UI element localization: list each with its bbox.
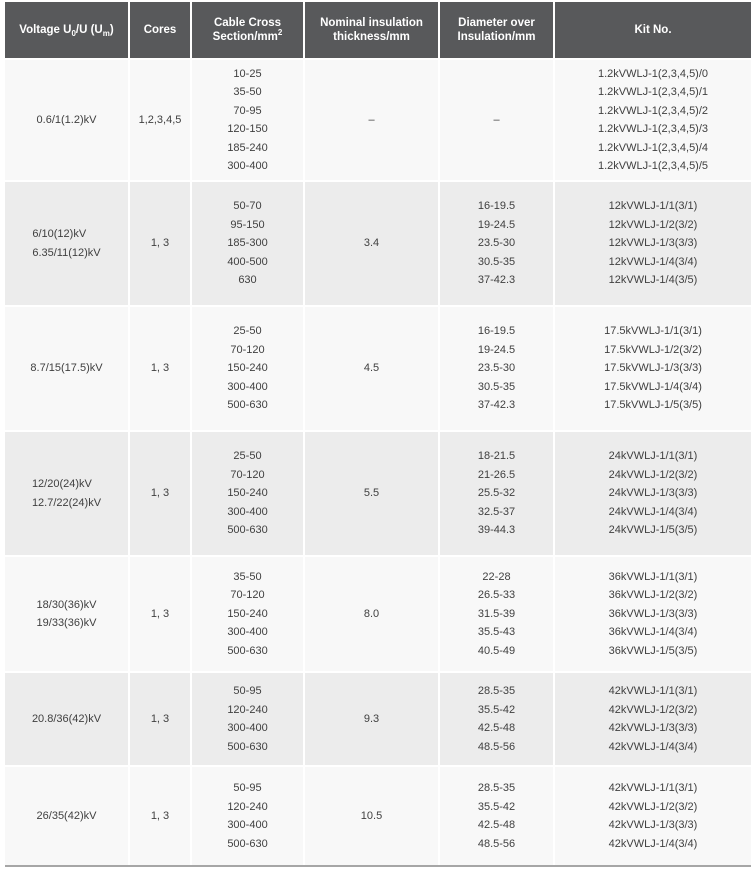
cross-section-cell [192,557,305,671]
cross-section-value: 300-400 [227,626,268,639]
thickness-value: 3.4 [363,237,380,250]
cross-section-value: 300-400 [227,722,268,734]
cross-section-value: 500-630 [227,399,268,412]
table-row [5,671,751,765]
diameter-value: 23.5-30 [477,237,516,250]
cross-section-value: 10-25 [233,67,262,80]
kit-number: 12kVWLJ-1/4(3/4) [608,255,698,268]
kit-number: 1.2kVWLJ-1(2,3,4,5)/4 [597,141,709,154]
cross-section-value: 50-95 [233,685,262,697]
cross-section-value: 500-630 [227,740,268,753]
kit-number: 36kVWLJ-1/2(3/2) [608,589,698,602]
kit-number: 12kVWLJ-1/4(3/5) [608,274,698,287]
kit-no-cell [555,673,751,765]
kit-number: 24kVWLJ-1/5(3/5) [608,524,698,537]
diameter-value: 26.5-33 [477,589,516,602]
header-insulation-thickness [305,2,440,58]
kit-number: 1.2kVWLJ-1(2,3,4,5)/0 [597,67,709,80]
cross-section-value: 35-50 [233,570,262,583]
kit-number: 36kVWLJ-1/5(3/5) [608,644,698,657]
voltage-value: 19/33(36)kV [36,617,97,629]
kit-no-cell [555,60,751,180]
cross-section-cell [192,767,305,865]
diameter-value: 16-19.5 [477,200,516,213]
diameter-value: 30.5-35 [477,255,516,268]
kit-number: 42kVWLJ-1/1(3/1) [608,685,698,697]
diameter-value: – [493,113,500,126]
cross-section-value: 70-95 [233,104,262,117]
voltage-cell [5,60,130,180]
voltage-cell [5,557,130,671]
voltage-value: 18/30(36)kV [36,598,97,611]
voltage-value: 6/10(12)kV [32,228,87,240]
kit-number: 12kVWLJ-1/3(3/3) [608,237,698,250]
cross-section-value: 300-400 [227,160,268,172]
cross-section-value: 150-240 [227,487,268,500]
thickness-value: – [368,113,375,126]
kit-number: 24kVWLJ-1/2(3/2) [608,468,698,481]
cross-section-value: 50-70 [233,200,262,213]
cross-section-value: 300-400 [227,380,268,393]
kit-number: 12kVWLJ-1/1(3/1) [608,200,698,213]
table-row [5,765,751,865]
diameter-value: 19-24.5 [477,218,516,231]
cores-cell [130,182,192,305]
cross-section-value: 70-120 [230,589,265,602]
header-cross-line1: Cable Cross [213,17,282,29]
cross-section-value: 25-50 [233,325,262,338]
thickness-value: 5.5 [363,487,380,500]
diameter-value: 40.5-49 [477,644,516,657]
cores-cell [130,60,192,180]
kit-number: 36kVWLJ-1/1(3/1) [608,570,698,583]
table-row [5,430,751,555]
voltage-value: 12/20(24)kV [31,478,92,490]
kit-number: 17.5kVWLJ-1/5(3/5) [604,399,702,412]
thickness-value: 4.5 [363,362,380,375]
diameter-cell [440,557,555,671]
diameter-cell [440,182,555,305]
cores-cell [130,432,192,555]
cross-section-value: 50-95 [233,782,262,794]
cross-section-value: 120-240 [227,800,268,813]
diameter-value: 42.5-48 [477,819,516,831]
cores-value: 1,2,3,4,5 [138,113,182,126]
cores-cell [130,557,192,671]
diameter-value: 39-44.3 [477,524,516,537]
cross-section-value: 95-150 [230,218,265,231]
header-kit-no [555,2,751,58]
table-row [5,305,751,430]
thickness-value: 10.5 [360,809,383,822]
cross-section-value: 25-50 [233,450,262,463]
voltage-value: 6.35/11(12)kV [32,246,101,259]
thickness-cell [305,307,440,430]
cores-cell [130,307,192,430]
diameter-value: 31.5-39 [477,607,516,620]
kit-no-cell [555,767,751,865]
voltage-cell [5,307,130,430]
diameter-value: 28.5-35 [477,685,516,697]
diameter-value: 19-24.5 [477,343,516,356]
diameter-value: 37-42.3 [477,274,516,287]
diameter-cell [440,60,555,180]
header-thickness-line2: thickness/mm [333,31,410,43]
kit-number: 42kVWLJ-1/3(3/3) [608,819,698,831]
diameter-value: 23.5-30 [477,362,516,375]
kit-number: 42kVWLJ-1/3(3/3) [608,722,698,734]
diameter-cell [440,307,555,430]
voltage-value: 20.8/36(42)kV [31,712,102,725]
header-voltage-label: Voltage $U_0/U$ $(U_m)$ [19,24,114,38]
kit-number: 42kVWLJ-1/4(3/4) [608,837,698,850]
table-body [5,58,751,865]
kit-no-cell [555,307,751,430]
header-voltage [5,2,130,58]
kit-number: 1.2kVWLJ-1(2,3,4,5)/3 [597,123,709,135]
diameter-value: 42.5-48 [477,722,516,734]
diameter-value: 35.5-43 [477,626,516,639]
diameter-value: 48.5-56 [477,740,516,753]
cross-section-value: 70-120 [230,468,265,481]
kit-number: 42kVWLJ-1/2(3/2) [608,703,698,716]
cross-section-cell [192,60,305,180]
cable-kit-spec-table [5,2,751,867]
voltage-cell [5,182,130,305]
table-header-row [5,2,751,58]
diameter-value: 21-26.5 [477,468,516,481]
voltage-value: 0.6/1(1.2)kV [36,113,97,126]
header-kit-label: Kit No. [634,24,672,36]
kit-number: 42kVWLJ-1/4(3/4) [608,740,698,753]
table-row [5,58,751,180]
cross-section-value: 70-120 [230,343,265,356]
cross-section-value: 150-240 [227,607,268,620]
diameter-value: 35.5-42 [477,800,516,813]
cores-value: 1, 3 [150,362,170,375]
cores-cell [130,767,192,865]
thickness-cell [305,432,440,555]
diameter-value: 28.5-35 [477,782,516,794]
cores-value: 1, 3 [150,607,170,620]
voltage-cell [5,432,130,555]
cross-section-value: 630 [238,274,257,287]
cores-value: 1, 3 [150,237,170,250]
diameter-value: 18-21.5 [477,450,516,463]
kit-number: 24kVWLJ-1/1(3/1) [608,450,698,463]
cross-section-value: 500-630 [227,837,268,850]
voltage-value: 26/35(42)kV [36,809,97,822]
cores-cell [130,673,192,765]
cross-section-value: 185-300 [227,237,268,250]
kit-number: 17.5kVWLJ-1/2(3/2) [604,343,702,356]
kit-number: 1.2kVWLJ-1(2,3,4,5)/5 [597,160,709,172]
thickness-cell [305,60,440,180]
thickness-value: 9.3 [363,712,380,725]
kit-number: 24kVWLJ-1/4(3/4) [608,505,698,518]
cross-section-value: 400-500 [227,255,268,268]
thickness-cell [305,182,440,305]
header-diameter-line1: Diameter over [458,17,535,29]
kit-number: 1.2kVWLJ-1(2,3,4,5)/2 [597,104,709,117]
diameter-cell [440,432,555,555]
kit-number: 36kVWLJ-1/3(3/3) [608,607,698,620]
cross-section-cell [192,673,305,765]
kit-no-cell [555,182,751,305]
kit-number: 36kVWLJ-1/4(3/4) [608,626,698,639]
cores-value: 1, 3 [150,712,170,725]
kit-no-cell [555,432,751,555]
header-diameter-over-insulation [440,2,555,58]
cross-section-value: 300-400 [227,819,268,831]
header-cores-label: Cores [143,24,177,36]
thickness-cell [305,767,440,865]
header-cross-line2: Section/$mm^2$ [212,28,283,43]
voltage-value: 8.7/15(17.5)kV [30,362,103,375]
cores-value: 1, 3 [150,809,170,822]
cross-section-value: 500-630 [227,524,268,537]
diameter-value: 35.5-42 [477,703,516,716]
kit-number: 42kVWLJ-1/1(3/1) [608,782,698,794]
cross-section-value: 120-150 [227,123,268,135]
table-row [5,180,751,305]
header-cable-cross-section [192,2,305,58]
kit-number: 12kVWLJ-1/2(3/2) [608,218,698,231]
diameter-value: 30.5-35 [477,380,516,393]
cross-section-value: 120-240 [227,703,268,716]
kit-number: 17.5kVWLJ-1/1(3/1) [604,325,702,338]
diameter-value: 48.5-56 [477,837,516,850]
thickness-cell [305,673,440,765]
diameter-value: 22-28 [482,570,511,583]
cross-section-value: 500-630 [227,644,268,657]
diameter-value: 16-19.5 [477,325,516,338]
voltage-value: 12.7/22(24)kV [31,496,102,509]
cross-section-cell [192,307,305,430]
cross-section-cell [192,182,305,305]
voltage-cell [5,673,130,765]
cores-value: 1, 3 [150,487,170,500]
kit-number: 42kVWLJ-1/2(3/2) [608,800,698,813]
diameter-value: 32.5-37 [477,505,516,518]
cross-section-value: 300-400 [227,505,268,518]
header-cores [130,2,192,58]
cross-section-value: 185-240 [227,141,268,154]
kit-number: 24kVWLJ-1/3(3/3) [608,487,698,500]
header-diameter-line2: Insulation/mm [457,31,536,43]
thickness-value: 8.0 [363,607,380,620]
diameter-cell [440,673,555,765]
table-row [5,555,751,671]
kit-no-cell [555,557,751,671]
kit-number: 17.5kVWLJ-1/4(3/4) [604,380,702,393]
thickness-cell [305,557,440,671]
cross-section-value: 35-50 [233,86,262,98]
diameter-cell [440,767,555,865]
header-thickness-line1: Nominal insulation [320,17,423,29]
diameter-value: 25.5-32 [477,487,516,500]
cross-section-cell [192,432,305,555]
cross-section-value: 150-240 [227,362,268,375]
kit-number: 1.2kVWLJ-1(2,3,4,5)/1 [597,86,709,98]
diameter-value: 37-42.3 [477,399,516,412]
voltage-cell [5,767,130,865]
kit-number: 17.5kVWLJ-1/3(3/3) [604,362,702,375]
